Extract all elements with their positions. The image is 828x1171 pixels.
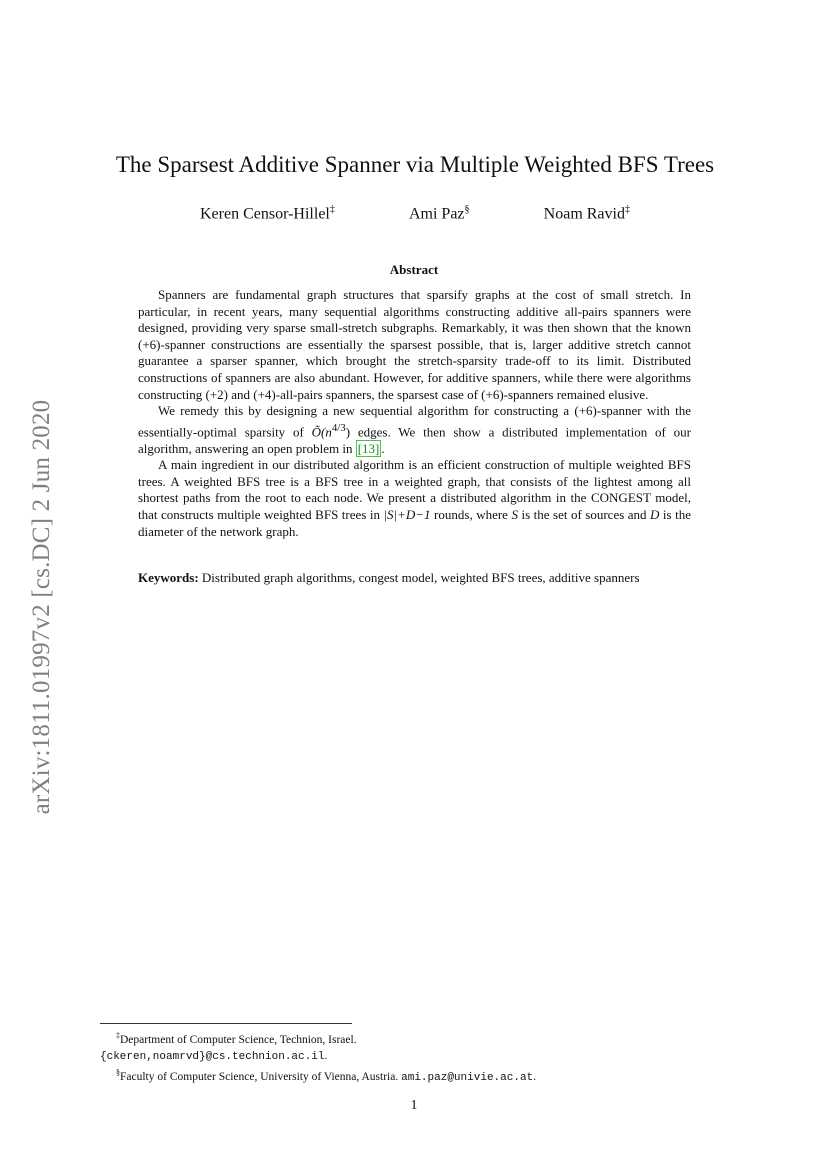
- abstract-heading: Abstract: [389, 262, 439, 277]
- citation-link[interactable]: [13]: [357, 440, 380, 456]
- arxiv-sidebar: [20, 372, 64, 842]
- email: ami.paz@univie.ac.at: [401, 1071, 534, 1084]
- arxiv-identifier: arXiv:1811.01997v2 [cs.DC] 2 Jun 2020: [28, 399, 55, 815]
- abstract-paragraph: Spanners are fundamental graph structures that sparsify graphs at the cost of small stretch. In particular, in recent years, many sequential algorithms constructing additive all-pairs spanners were designed, providing very sparse small-stretch subgraphs. Remarkably, it was then shown that the known (+6)-spanner constructions are essentially the sparsest possible, that is, larger additive stretch cannot guarantee a sparser spanner, which brought the stretch-sparsity trade-off to its limit. Distributed constructions of spanners are also abundant. However, for additive spanners, while there were algorithms constructing (+2) and (+4)-all-pairs spanners, the sparsest case of (+6)-spanners remained elusive.: [138, 287, 691, 402]
- footnote: ‡Department of Computer Science, Technion, Israel.: [116, 1031, 357, 1046]
- abstract-paragraph: We remedy this by designing a new sequential algorithm for constructing a (+6)-spanner with the essentially-optimal sparsity of $Õ(n^{4/3})$ edges. We then show a distributed implementation of our algorithm, answering an open problem in [13] .: [138, 403, 691, 456]
- footnote-continuation: {ckeren,noamrvd}@cs.technion.ac.il.: [100, 1049, 328, 1063]
- footnote-divider: [100, 1023, 352, 1024]
- email: {ckeren,noamrvd}@cs.technion.ac.il: [100, 1050, 325, 1063]
- author-list: [200, 204, 630, 223]
- page-number: 1: [410, 1098, 418, 1113]
- author: Ami Paz§: [408, 204, 470, 223]
- author: Noam Ravid‡: [543, 204, 630, 223]
- author: Keren Censor-Hillel‡: [200, 204, 335, 223]
- abstract-paragraph: A main ingredient in our distributed algorithm is an efficient construction of multiple weighted BFS trees. A weighted BFS tree is a BFS tree in a weighted graph, that consists of the lightest among all shortest paths from the root to each node. We present a distributed algorithm in the CONGEST model, that constructs multiple weighted BFS trees in |S|+D−1 rounds, where S is the set of sources and D is the diameter of the network graph.: [138, 457, 691, 539]
- footnote: §Faculty of Computer Science, University of Vienna, Austria. ami.paz@univie.ac.at.: [116, 1067, 537, 1084]
- abstract-body: [138, 287, 691, 540]
- paper-title: The Sparsest Additive Spanner via Multiple Weighted BFS Trees: [115, 152, 715, 177]
- keywords: [138, 570, 691, 587]
- footnotes: [100, 1028, 720, 1086]
- keywords-label: Keywords:: [138, 570, 199, 585]
- keywords-text: Distributed graph algorithms, congest model, weighted BFS trees, additive spanners: [198, 570, 640, 585]
